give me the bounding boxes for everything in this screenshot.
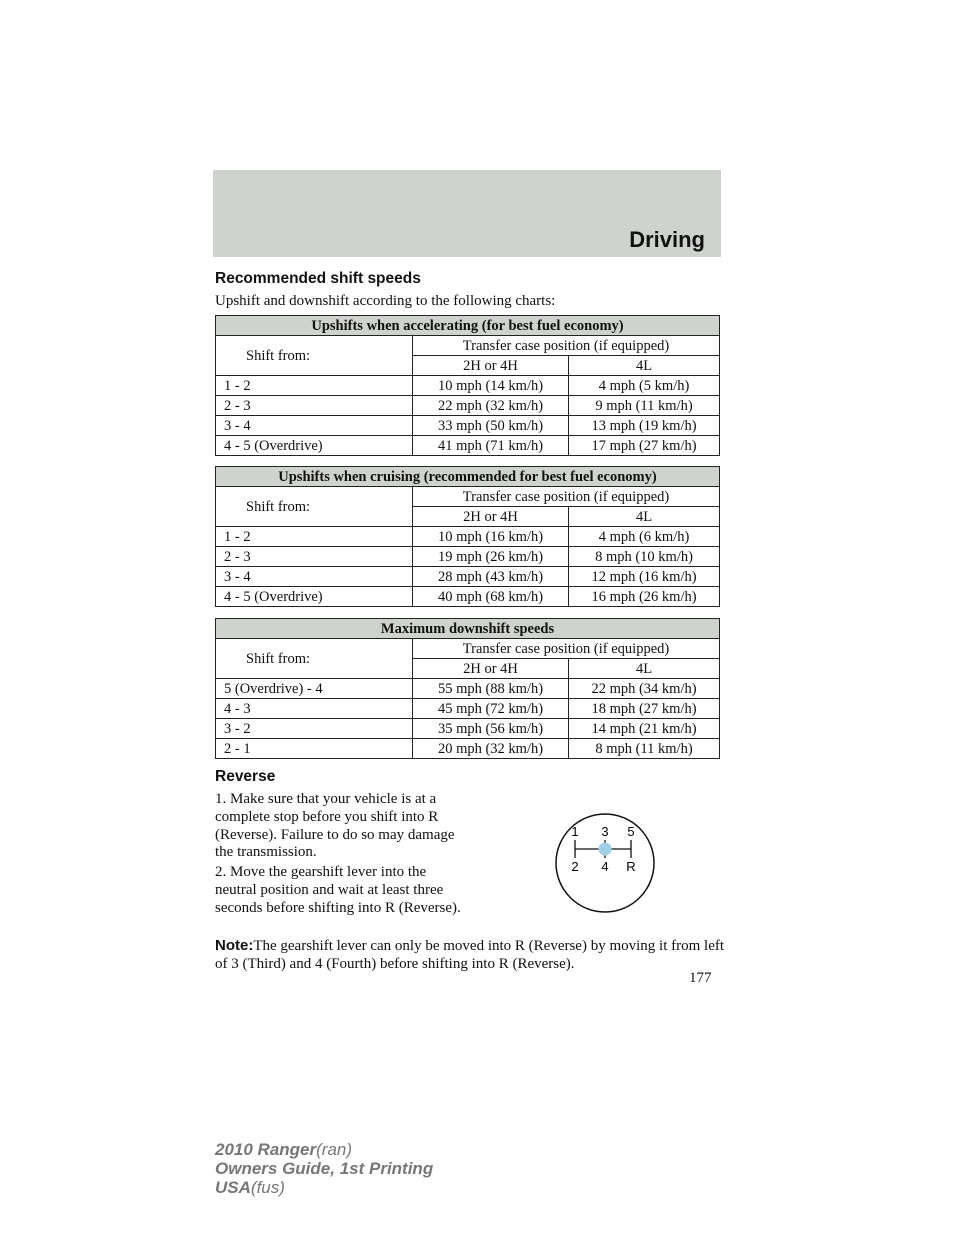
speed-cell: 4 mph (5 km/h): [569, 376, 720, 396]
footer-line-3: [215, 1178, 433, 1197]
speed-cell: 10 mph (14 km/h): [413, 376, 569, 396]
shift-table-accelerating: [215, 315, 720, 456]
footer-market: USA: [215, 1178, 251, 1197]
speed-cell: 18 mph (27 km/h): [569, 699, 720, 719]
table-row: [216, 527, 720, 547]
table-row: [216, 587, 720, 607]
speed-cell: 20 mph (32 km/h): [413, 739, 569, 759]
shift-cell: 1 - 2: [216, 376, 413, 396]
section-heading: Recommended shift speeds: [215, 270, 421, 287]
intro-text: Upshift and downshift according to the following charts:: [215, 293, 556, 309]
shift-cell: 4 - 3: [216, 699, 413, 719]
page-number: 177: [689, 970, 712, 986]
table-row: [216, 739, 720, 759]
table-row: [216, 719, 720, 739]
gear-shift-pattern-diagram: [554, 812, 656, 914]
table-row: [216, 547, 720, 567]
shift-cell: 2 - 3: [216, 547, 413, 567]
col-2h-4h: 2H or 4H: [413, 507, 569, 527]
speed-cell: 9 mph (11 km/h): [569, 396, 720, 416]
speed-cell: 35 mph (56 km/h): [413, 719, 569, 739]
footer-model: 2010 Ranger: [215, 1140, 317, 1159]
footer-model-code: (ran): [316, 1140, 353, 1159]
reverse-step-1: 1. Make sure that your vehicle is at a complete stop before you shift into R (Reverse). Failure to do so may damage the transmission.: [215, 791, 455, 861]
shift-from-label: Shift from:: [216, 487, 413, 527]
table-row: [216, 396, 720, 416]
table-row: [216, 679, 720, 699]
footer: [215, 1140, 433, 1197]
table-row: [216, 567, 720, 587]
footer-market-code: (fus): [250, 1178, 285, 1197]
speed-cell: 41 mph (71 km/h): [413, 436, 569, 456]
speed-cell: 40 mph (68 km/h): [413, 587, 569, 607]
speed-cell: 19 mph (26 km/h): [413, 547, 569, 567]
reverse-heading: Reverse: [215, 768, 276, 785]
shift-cell: 2 - 1: [216, 739, 413, 759]
speed-cell: 16 mph (26 km/h): [569, 587, 720, 607]
gear-label: 4: [601, 859, 609, 874]
shift-cell: 5 (Overdrive) - 4: [216, 679, 413, 699]
shift-table-cruising: [215, 466, 720, 607]
header-band: [213, 170, 721, 257]
col-4l: 4L: [569, 507, 720, 527]
speed-cell: 4 mph (6 km/h): [569, 527, 720, 547]
speed-cell: 8 mph (11 km/h): [569, 739, 720, 759]
shift-from-label: Shift from:: [216, 336, 413, 376]
col-4l: 4L: [569, 659, 720, 679]
shift-table-downshift: [215, 618, 720, 759]
note-label: Note:: [215, 937, 254, 954]
shift-cell: 3 - 4: [216, 567, 413, 587]
table-title: Upshifts when cruising (recommended for best fuel economy): [216, 467, 720, 487]
gear-label: 1: [571, 824, 579, 839]
footer-guide: Owners Guide, 1st Printing: [215, 1159, 434, 1178]
gear-label: 2: [571, 859, 579, 874]
col-4l: 4L: [569, 356, 720, 376]
section-title: Driving: [629, 227, 705, 252]
neutral-position-marker: [599, 843, 612, 856]
table-row: [216, 416, 720, 436]
table-title: Upshifts when accelerating (for best fuel economy): [216, 316, 720, 336]
shift-cell: 2 - 3: [216, 396, 413, 416]
speed-cell: 22 mph (34 km/h): [569, 679, 720, 699]
shift-cell: 4 - 5 (Overdrive): [216, 587, 413, 607]
note-text: The gearshift lever can only be moved into R (Reverse) by moving it from left of 3 (Third) and 4 (Fourth) before shifting into R (Reverse).: [215, 938, 725, 972]
reverse-note: [215, 937, 725, 974]
speed-cell: 33 mph (50 km/h): [413, 416, 569, 436]
speed-cell: 10 mph (16 km/h): [413, 527, 569, 547]
reverse-step-2: 2. Move the gearshift lever into the neutral position and wait at least three seconds before shifting into R (Reverse).: [215, 864, 461, 916]
table-row: [216, 376, 720, 396]
table-row: [216, 436, 720, 456]
speed-cell: 8 mph (10 km/h): [569, 547, 720, 567]
speed-cell: 28 mph (43 km/h): [413, 567, 569, 587]
speed-cell: 55 mph (88 km/h): [413, 679, 569, 699]
transfer-case-label: Transfer case position (if equipped): [413, 336, 720, 356]
shift-cell: 4 - 5 (Overdrive): [216, 436, 413, 456]
shift-cell: 1 - 2: [216, 527, 413, 547]
speed-cell: 17 mph (27 km/h): [569, 436, 720, 456]
speed-cell: 12 mph (16 km/h): [569, 567, 720, 587]
transfer-case-label: Transfer case position (if equipped): [413, 639, 720, 659]
shift-cell: 3 - 4: [216, 416, 413, 436]
transfer-case-label: Transfer case position (if equipped): [413, 487, 720, 507]
speed-cell: 13 mph (19 km/h): [569, 416, 720, 436]
col-2h-4h: 2H or 4H: [413, 356, 569, 376]
table-title: Maximum downshift speeds: [216, 619, 720, 639]
gear-label: R: [626, 859, 636, 874]
shift-from-label: Shift from:: [216, 639, 413, 679]
speed-cell: 22 mph (32 km/h): [413, 396, 569, 416]
table-row: [216, 699, 720, 719]
speed-cell: 45 mph (72 km/h): [413, 699, 569, 719]
footer-line-1: [215, 1140, 433, 1159]
col-2h-4h: 2H or 4H: [413, 659, 569, 679]
speed-cell: 14 mph (21 km/h): [569, 719, 720, 739]
gear-label: 5: [627, 824, 635, 839]
gear-label: 3: [601, 824, 609, 839]
shift-cell: 3 - 2: [216, 719, 413, 739]
